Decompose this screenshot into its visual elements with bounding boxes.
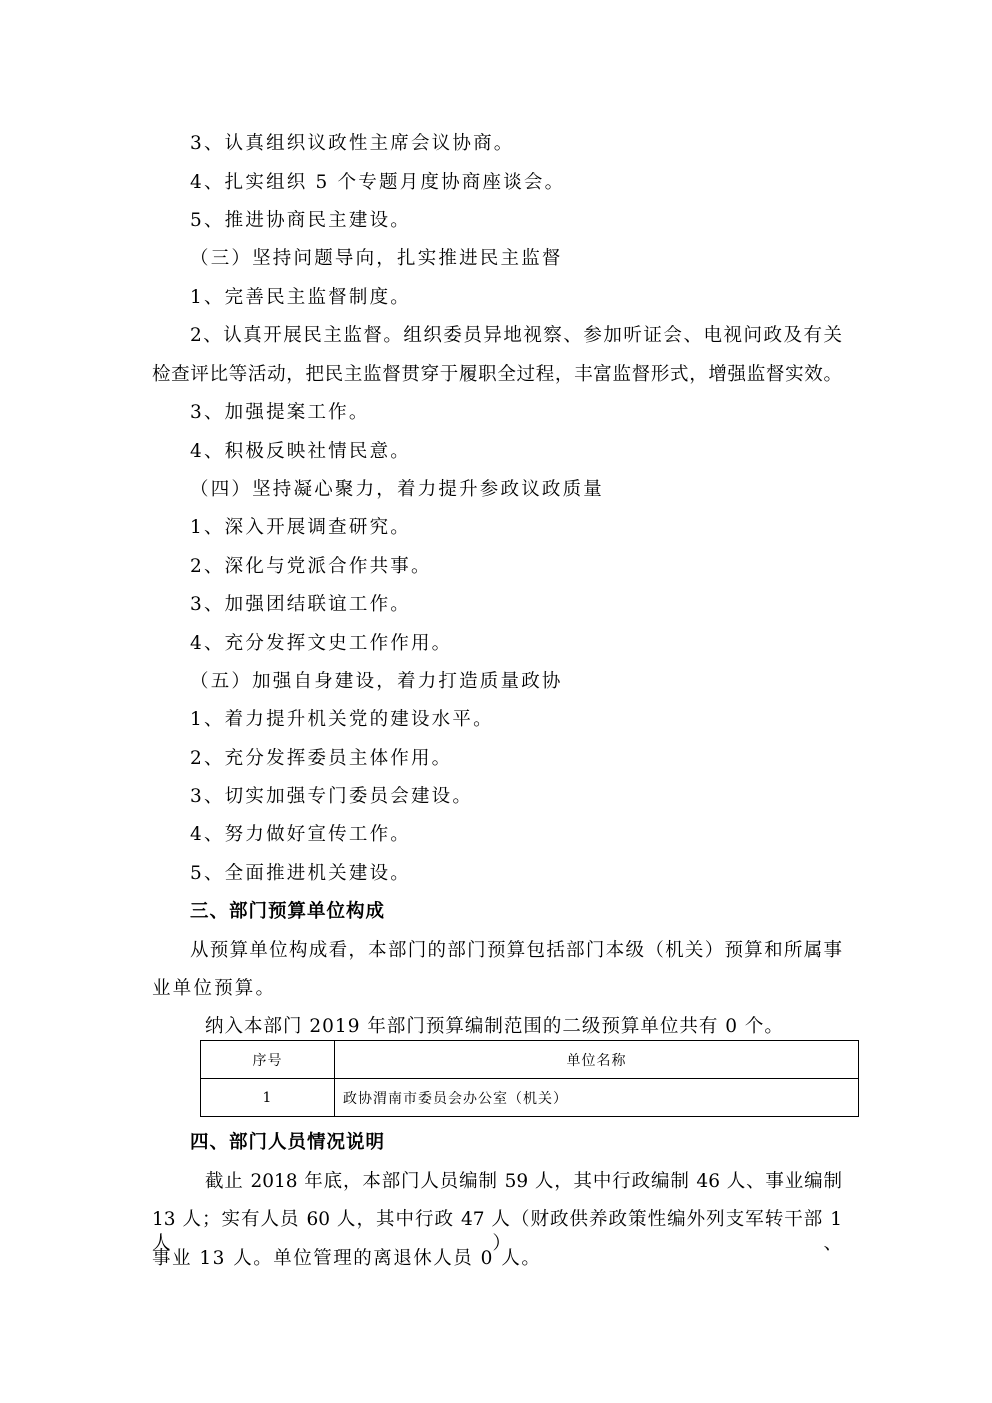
item-5-organ-building: 5、全面推进机关建设。 (190, 863, 411, 884)
item-4-history: 4、充分发挥文史工作作用。 (190, 633, 453, 654)
item-5-democracy: 5、推进协商民主建设。 (190, 210, 411, 231)
section3-para2: 纳入本部门 2019 年部门预算编制范围的二级预算单位共有 0 个。 (205, 1016, 784, 1037)
item-2-supervision-line1: 2、认真开展民主监督。组织委员异地视察、参加听证会、电视问政及有关 (190, 325, 842, 346)
header-unit-name: 单位名称 (335, 1041, 859, 1079)
subheading-four: （四）坚持凝心聚力，着力提升参政议政质量 (190, 479, 605, 500)
item-3-committees: 3、切实加强专门委员会建设。 (190, 786, 474, 807)
section3-para1-line2: 业单位预算。 (152, 978, 277, 999)
section4-heading: 四、部门人员情况说明 (190, 1132, 386, 1153)
section4-line3: 事业 13 人。单位管理的离退休人员 0 人。 (152, 1248, 542, 1269)
section3-para1-line1: 从预算单位构成看，本部门的部门预算包括部门本级（机关）预算和所属事 (190, 940, 842, 961)
item-3-unity: 3、加强团结联谊工作。 (190, 594, 411, 615)
cell-serial: 1 (201, 1079, 335, 1117)
item-1-party-building: 1、着力提升机关党的建设水平。 (190, 709, 494, 730)
item-1-research: 1、深入开展调查研究。 (190, 517, 411, 538)
table-header-row (201, 1041, 859, 1079)
item-3-proposals: 3、加强提案工作。 (190, 402, 370, 423)
item-4-public-opinion: 4、积极反映社情民意。 (190, 441, 411, 462)
header-serial: 序号 (201, 1041, 335, 1079)
item-1-supervision-system: 1、完善民主监督制度。 (190, 287, 411, 308)
table-row (201, 1079, 859, 1117)
item-2-party-cooperation: 2、深化与党派合作共事。 (190, 556, 432, 577)
item-2-members-role: 2、充分发挥委员主体作用。 (190, 748, 453, 769)
subheading-five: （五）加强自身建设，着力打造质量政协 (190, 671, 563, 692)
item-4-publicity: 4、努力做好宣传工作。 (190, 824, 411, 845)
budget-units-table (200, 1040, 859, 1117)
item-3-consultation: 3、认真组织议政性主席会议协商。 (190, 133, 515, 154)
subheading-three: （三）坚持问题导向，扎实推进民主监督 (190, 248, 563, 269)
cell-unit-name: 政协渭南市委员会办公室（机关） (335, 1079, 859, 1117)
section4-line1: 截止 2018 年底，本部门人员编制 59 人，其中行政编制 46 人、事业编制 (205, 1171, 842, 1192)
item-2-supervision-line2: 检查评比等活动，把民主监督贯穿于履职全过程，丰富监督形式，增强监督实效。 (152, 364, 842, 385)
section3-heading: 三、部门预算单位构成 (190, 901, 386, 922)
section4-line2: 13 人；实有人员 60 人，其中行政 47 人（财政供养政策性编外列支军转干部 1 人）、 (152, 1209, 842, 1254)
item-4-symposium: 4、扎实组织 5 个专题月度协商座谈会。 (190, 172, 566, 193)
